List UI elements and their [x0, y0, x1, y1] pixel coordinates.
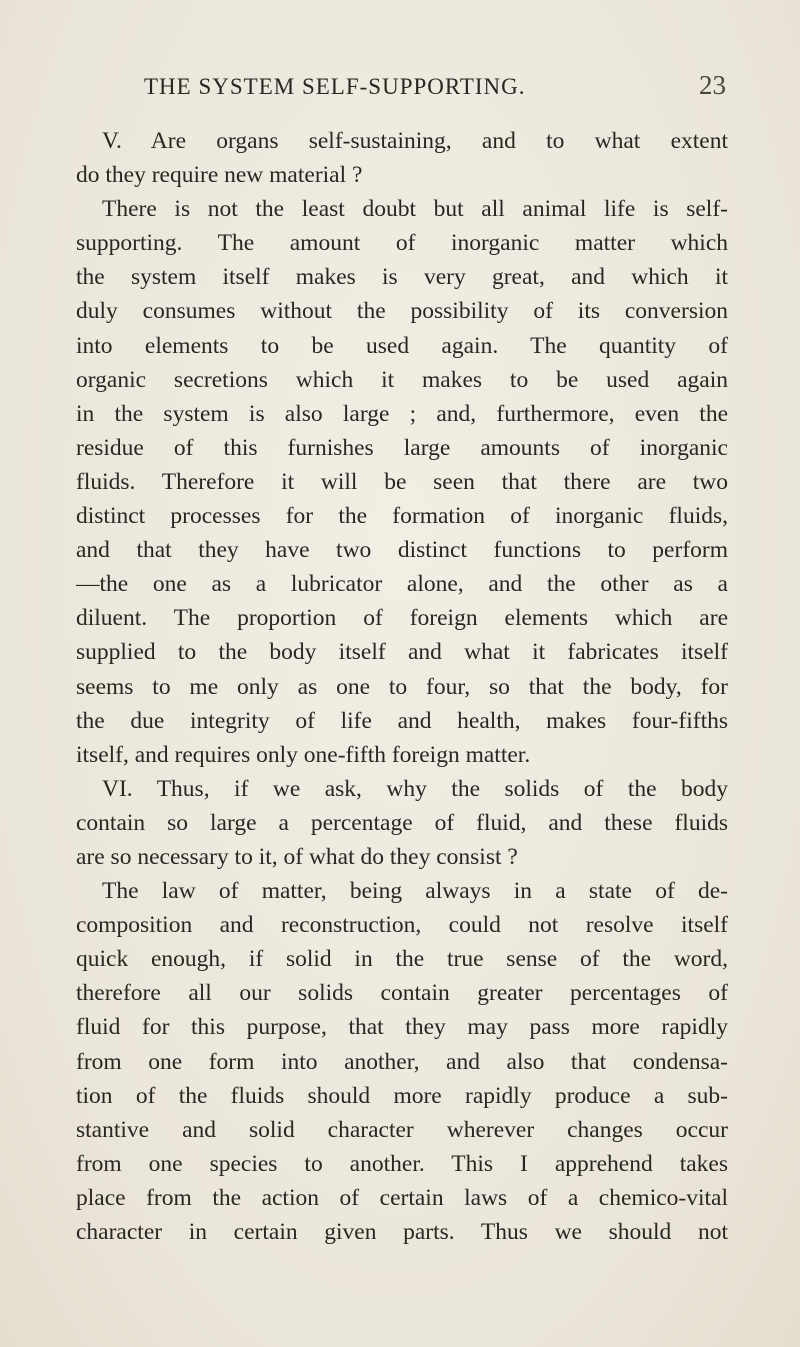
text-line: supporting. The amount of inorganic matter which [76, 230, 728, 257]
page-number: 23 [699, 70, 726, 100]
text-line: itself, and requires only one-fifth foreign matter. [76, 741, 531, 768]
text-line: —the one as a lubricator alone, and the other as a [76, 571, 728, 598]
text-line: residue of this furnishes large amounts of inorganic [76, 434, 728, 461]
text-line: into elements to be used again. The quantity of [76, 332, 728, 359]
text-line: distinct processes for the formation of inorganic fluids, [76, 503, 728, 530]
text-line: from one form into another, and also that condensa- [76, 1048, 728, 1075]
text-line: There is not the least doubt but all animal life is self- [102, 196, 728, 223]
text-line: therefore all our solids contain greater percentages of [76, 980, 728, 1007]
text-line: The law of matter, being always in a state of de- [102, 878, 728, 905]
text-line: supplied to the body itself and what it fabricates itself [76, 639, 728, 666]
text-line: quick enough, if solid in the true sense of the word, [76, 946, 728, 973]
text-line: the system itself makes is very great, and which it [76, 264, 728, 291]
text-line: are so necessary to it, of what do they consist ? [76, 843, 518, 870]
text-line: composition and reconstruction, could not resolve itself [76, 912, 728, 939]
text-line: duly consumes without the possibility of its conversion [76, 298, 728, 325]
body-text [76, 124, 728, 1249]
text-line: organic secretions which it makes to be used again [76, 366, 728, 393]
text-line: character in certain given parts. Thus we should not [76, 1219, 728, 1245]
text-line: and that they have two distinct functions to perform [76, 537, 728, 564]
text-line: V. Are organs self-sustaining, and to what extent [102, 128, 728, 154]
text-line: VI. Thus, if we ask, why the solids of the body [102, 775, 728, 802]
text-line: tion of the fluids should more rapidly produce a sub- [76, 1082, 728, 1109]
text-line: stantive and solid character wherever changes occur [76, 1116, 728, 1143]
text-line: fluid for this purpose, that they may pass more rapidly [76, 1014, 728, 1041]
text-line: seems to me only as one to four, so that the body, for [76, 673, 728, 700]
running-head [76, 70, 726, 108]
running-head-title: THE SYSTEM SELF-SUPPORTING. [144, 74, 526, 99]
text-line: from one species to another. This I apprehend takes [76, 1150, 728, 1177]
text-line: in the system is also large ; and, furthermore, even the [76, 400, 728, 427]
text-line: contain so large a percentage of fluid, and these fluids [76, 809, 728, 836]
text-line: the due integrity of life and health, makes four-fifths [76, 707, 728, 734]
text-line: fluids. Therefore it will be seen that there are two [76, 468, 728, 495]
text-line: diluent. The proportion of foreign elements which are [76, 605, 728, 632]
text-line: do they require new material ? [76, 162, 363, 189]
text-line: place from the action of certain laws of a chemico-vital [76, 1184, 728, 1211]
